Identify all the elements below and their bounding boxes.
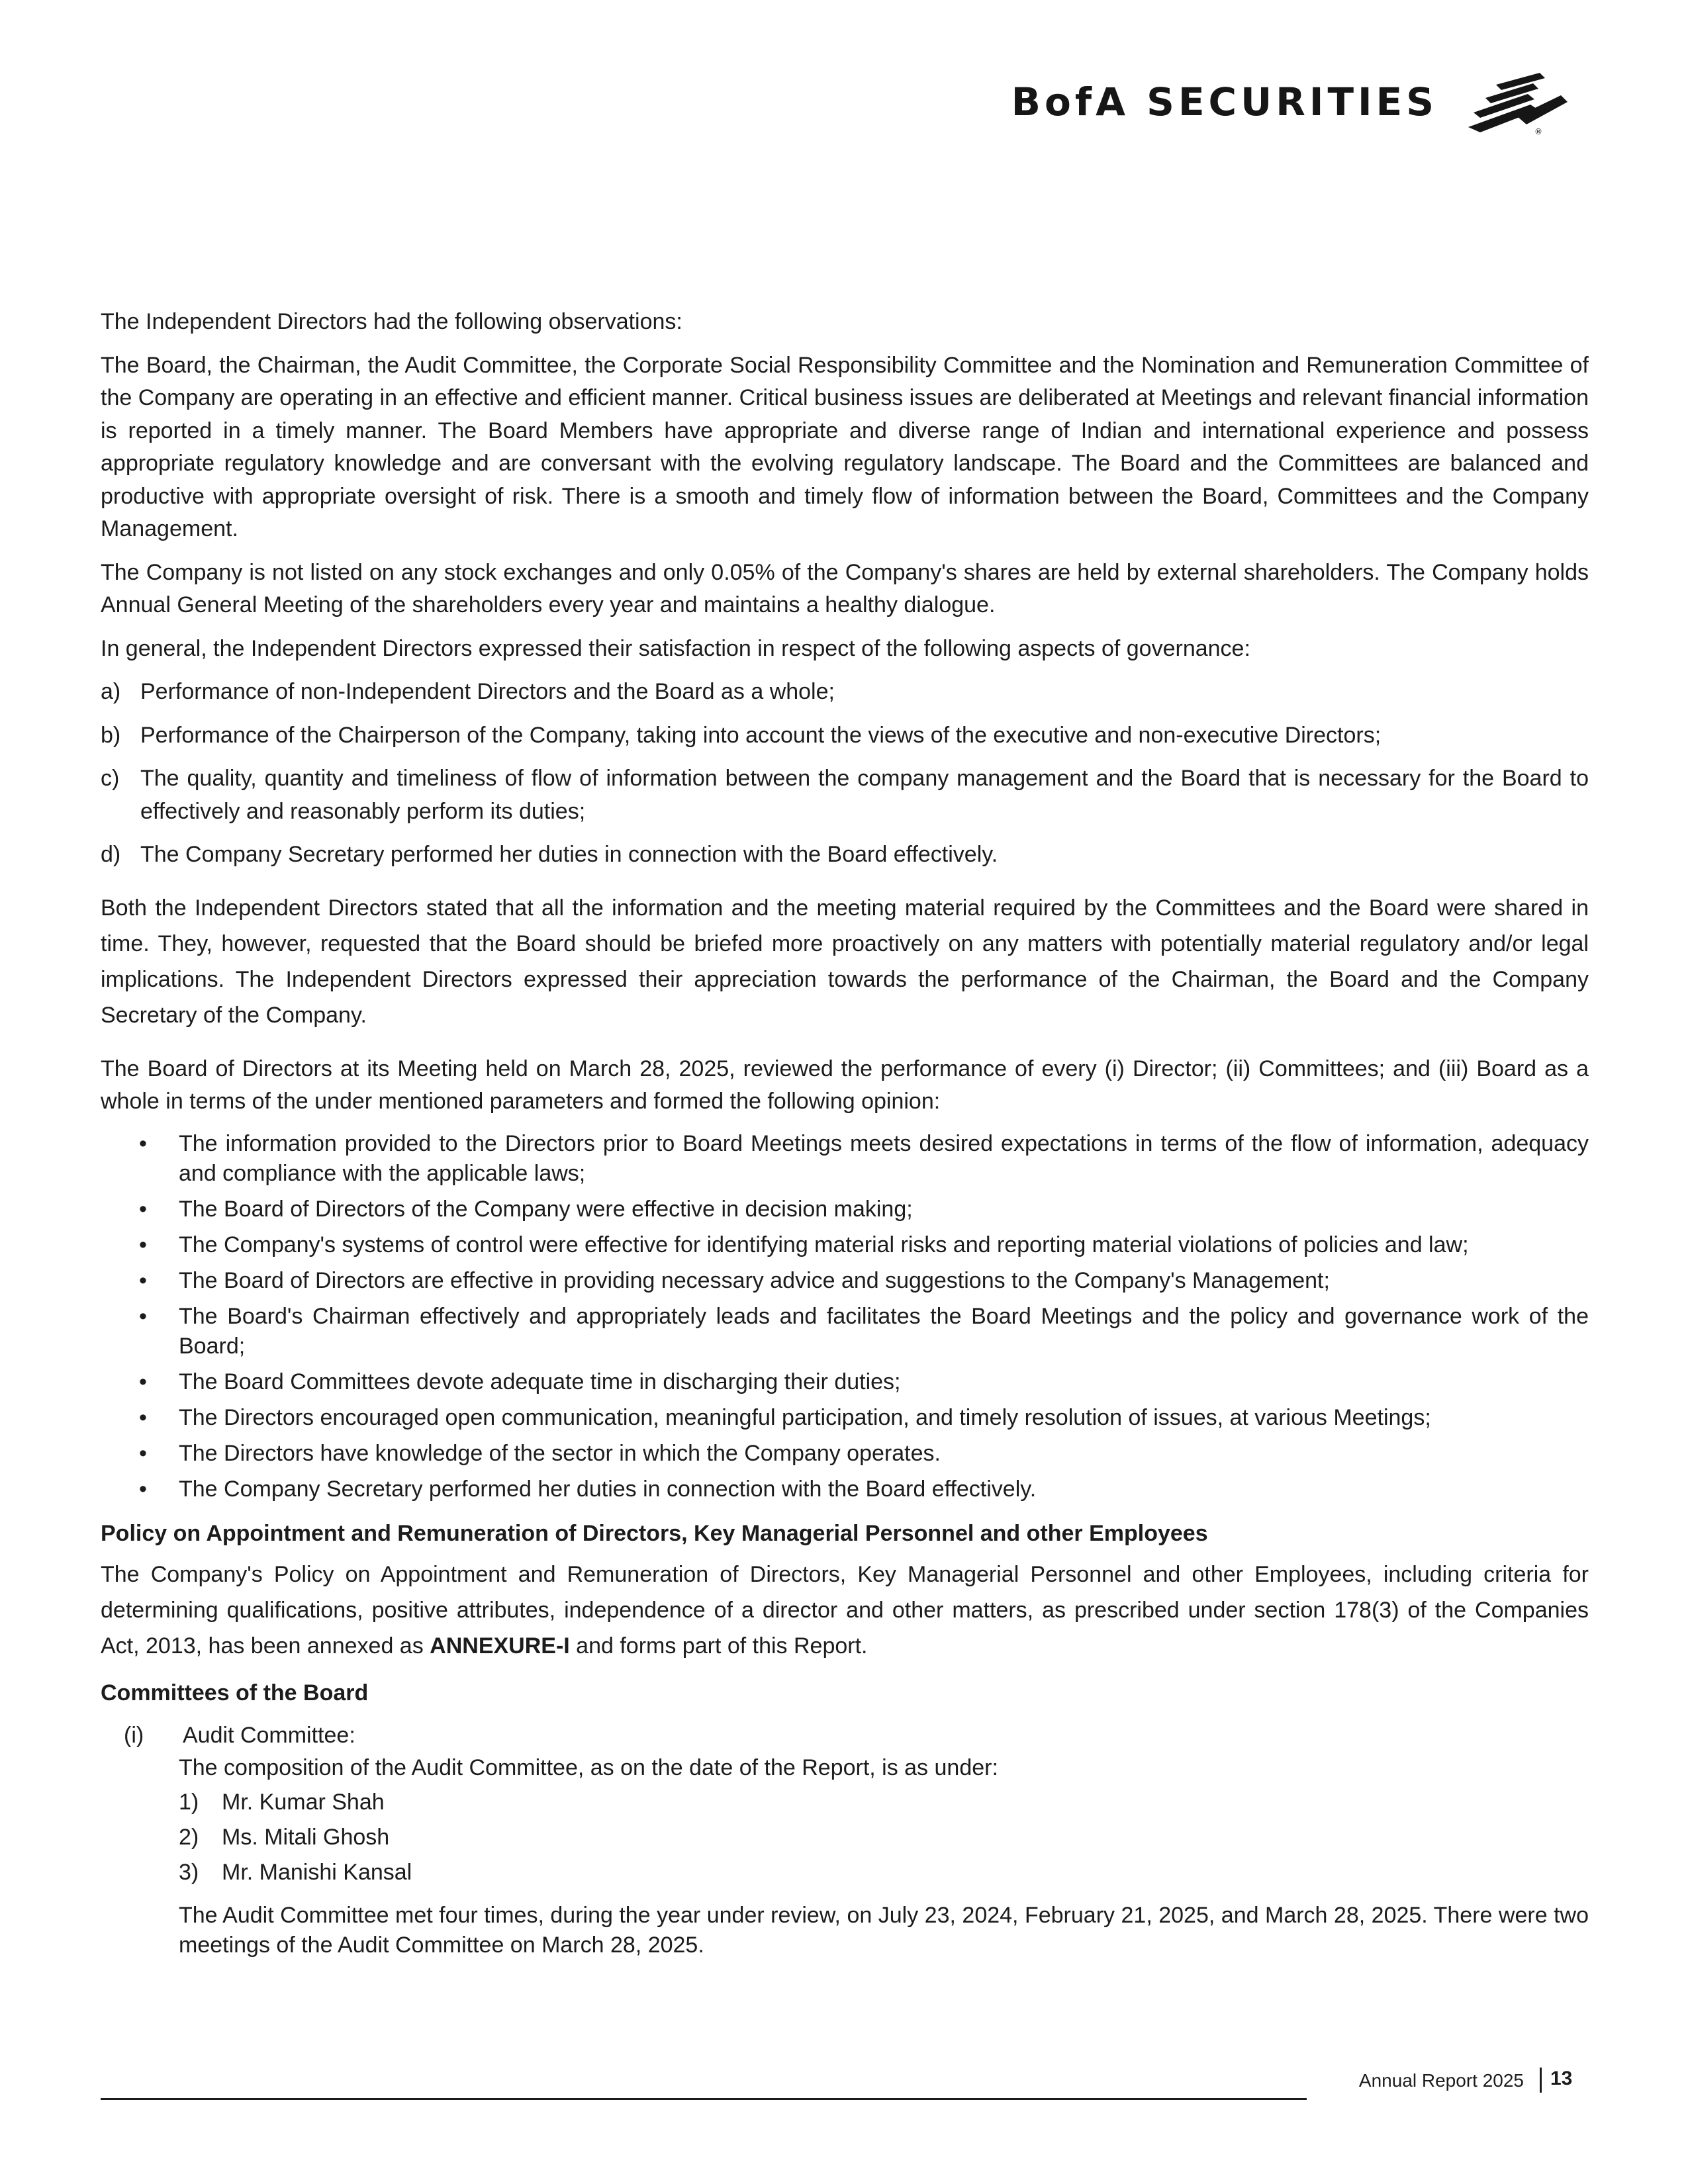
footer-separator xyxy=(1540,2068,1542,2093)
policy-text: The Company's Policy on Appointment and Remuneration of Directors, Key Managerial Personnel and other Employees, including criteria for determining qualifications, positive attributes, independence of a director and other matters, as prescribed under section 178(3) of the Companies Act, 2013, has been annexed as xyxy=(101,1562,1589,1659)
board-review-paragraph: The Board of Directors at its Meeting held on March 28, 2025, reviewed the performance of every (i) Director; (ii) Committees; and (iii) Board as a whole in terms of the under mentioned parameters and formed the following opinion: xyxy=(101,1056,1589,1114)
governance-aspects-list xyxy=(101,676,1589,872)
list-item xyxy=(101,839,1589,872)
list-item xyxy=(101,1129,1589,1189)
list-item-text: The Directors have knowledge of the sector in which the Company operates. xyxy=(179,1440,941,1466)
list-marker: c) xyxy=(101,766,120,791)
list-item-text: The Board of Directors of the Company were effective in decision making; xyxy=(179,1196,913,1222)
page-number: 13 xyxy=(1550,2068,1573,2089)
list-item xyxy=(101,1195,1589,1224)
bullet-icon: • xyxy=(139,1232,147,1257)
list-marker: b) xyxy=(101,722,121,748)
list-item xyxy=(101,676,1589,709)
bullet-icon: • xyxy=(139,1303,147,1329)
bullet-icon: • xyxy=(139,1369,147,1394)
bullet-icon: • xyxy=(139,1130,147,1156)
audit-committee-section xyxy=(101,1719,1589,1960)
list-item-text: The quality, quantity and timeliness of flow of information between the company management and the Board that is necessary for the Board to effectively and reasonably perform its duties; xyxy=(140,766,1589,824)
bofa-flag-logo-icon xyxy=(1456,69,1569,135)
appreciation-paragraph: Both the Independent Directors stated that all the information and the meeting material required by the Committees and the Board were shared in time. They, however, requested that the Board should be briefed more proactively on any matters with potentially material regulatory and/or legal implications. The Independent Directors expressed their appreciation towards the performance of the Chairman, the Board and the Company Secretary of the Company. xyxy=(101,895,1589,1028)
list-item xyxy=(179,1785,1589,1820)
list-item-text: The information provided to the Directors prior to Board Meetings meets desired expectations in terms of the flow of information, adequacy and compliance with the applicable laws; xyxy=(179,1130,1589,1186)
list-item xyxy=(101,1230,1589,1260)
list-marker: d) xyxy=(101,842,121,867)
list-marker: a) xyxy=(101,679,121,704)
audit-committee-title xyxy=(101,1719,1589,1752)
member-name: Mr. Manishi Kansal xyxy=(222,1859,412,1885)
member-name: Mr. Kumar Shah xyxy=(222,1789,385,1815)
bullet-icon: • xyxy=(139,1404,147,1430)
bullet-icon: • xyxy=(139,1476,147,1502)
list-item-text: Performance of non-Independent Directors and the Board as a whole; xyxy=(140,679,835,704)
list-item xyxy=(101,1266,1589,1296)
footer-report-label: Annual Report 2025 xyxy=(1358,2070,1524,2091)
observations-paragraph: The Board, the Chairman, the Audit Committee, the Corporate Social Responsibility Committee and the Nomination and Remuneration Committee of the Company are operating in an effective and efficient manner. Critical business issues are deliberated at Meetings and relevant financial information is reported in a timely manner. The Board Members have appropriate and diverse range of Indian and international experience and possess appropriate regulatory knowledge and are conversant with the evolving regulatory landscape. The Board and the Committees are balanced and productive with appropriate oversight of risk. There is a smooth and timely flow of information between the Board, Committees and the Company Management. xyxy=(101,352,1589,541)
list-item xyxy=(179,1820,1589,1855)
bullet-icon: • xyxy=(139,1196,147,1222)
list-item xyxy=(101,762,1589,828)
bullet-icon: • xyxy=(139,1440,147,1466)
list-item xyxy=(101,1403,1589,1433)
board-opinion-list xyxy=(101,1129,1589,1504)
brand-name: BofA SECURITIES xyxy=(1011,79,1438,124)
list-item-text: The Company Secretary performed her duties in connection with the Board effectively. xyxy=(179,1476,1037,1502)
listing-paragraph: The Company is not listed on any stock exchanges and only 0.05% of the Company's shares are held by external shareholders. The Company holds Annual General Meeting of the shareholders every year and maintains a healthy dialogue. xyxy=(101,559,1589,617)
footer-divider xyxy=(101,2098,1307,2100)
committees-heading: Committees of the Board xyxy=(101,1680,369,1706)
audit-members-list xyxy=(101,1785,1589,1890)
list-item-text: Performance of the Chairperson of the Company, taking into account the views of the executive and non-executive Directors; xyxy=(140,722,1382,748)
list-item-text: The Board Committees devote adequate time in discharging their duties; xyxy=(179,1369,901,1394)
list-item xyxy=(101,1302,1589,1361)
list-item xyxy=(179,1855,1589,1890)
policy-heading: Policy on Appointment and Remuneration of Directors, Key Managerial Personnel and other Employees xyxy=(101,1520,1208,1546)
list-marker: 3) xyxy=(179,1859,199,1885)
section-label: Audit Committee: xyxy=(183,1722,355,1748)
list-marker: 2) xyxy=(179,1824,199,1850)
section-marker: (i) xyxy=(124,1722,144,1748)
audit-meetings-text: The Audit Committee met four times, during the year under review, on July 23, 2024, February 21, 2025, and March 28, 2025. There were two meetings of the Audit Committee on March 28, 2025. xyxy=(179,1902,1589,1958)
governance-intro: In general, the Independent Directors expressed their satisfaction in respect of the following aspects of governance: xyxy=(101,635,1250,661)
list-item xyxy=(101,1367,1589,1397)
list-item xyxy=(101,1475,1589,1504)
list-item-text: The Directors encouraged open communication, meaningful participation, and timely resolution of issues, at various Meetings; xyxy=(179,1404,1431,1430)
list-item-text: The Company Secretary performed her duties in connection with the Board effectively. xyxy=(140,842,998,867)
brand-header xyxy=(1011,69,1569,135)
list-marker: 1) xyxy=(179,1789,199,1815)
policy-text-end: and forms part of this Report. xyxy=(569,1633,868,1659)
annexure-reference: ANNEXURE-I xyxy=(430,1633,570,1659)
intro-text: The Independent Directors had the following observations: xyxy=(101,309,682,334)
bullet-icon: • xyxy=(139,1267,147,1293)
list-item-text: The Company's systems of control were effective for identifying material risks and reporting material violations of policies and law; xyxy=(179,1232,1469,1257)
list-item xyxy=(101,1439,1589,1469)
policy-paragraph xyxy=(101,1557,1589,1664)
page-body xyxy=(101,306,1589,1960)
list-item-text: The Board's Chairman effectively and appropriately leads and facilitates the Board Meetings and the policy and governance work of the Board; xyxy=(179,1303,1589,1359)
list-item-text: The Board of Directors are effective in providing necessary advice and suggestions to the Company's Management; xyxy=(179,1267,1330,1293)
member-name: Ms. Mitali Ghosh xyxy=(222,1824,390,1850)
audit-composition-text: The composition of the Audit Committee, as on the date of the Report, is as under: xyxy=(179,1755,998,1780)
list-item xyxy=(101,719,1589,752)
registered-mark: ® xyxy=(1534,127,1542,135)
